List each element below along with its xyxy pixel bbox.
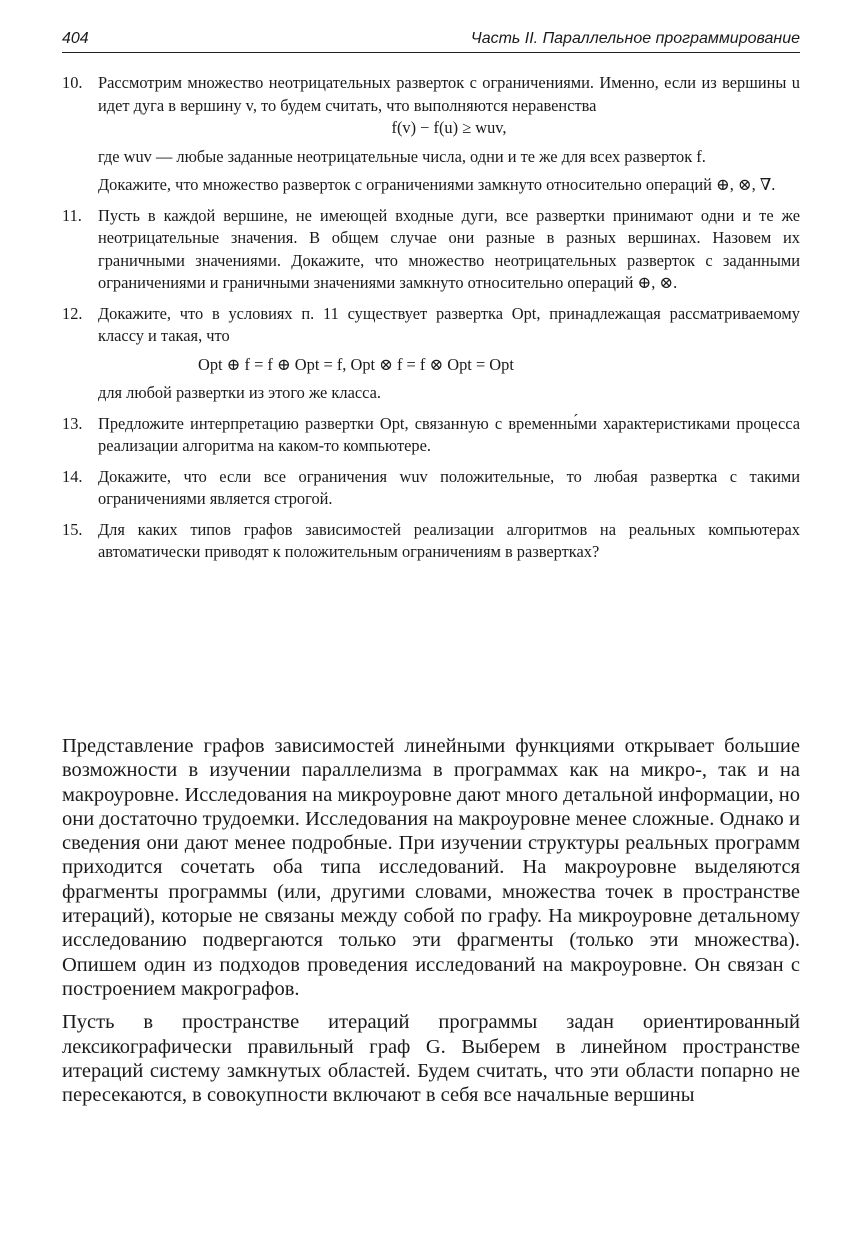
paragraph: Пусть в пространстве итераций программы задан ориентированный лексикографически правильный граф G. Выберем в линейном пространстве итераций систему замкнутых областей. Будем считать, что эти области попарно не пересекаются, в совокупности включают в себя все начальные вершины bbox=[62, 1011, 800, 1107]
exercise-12 bbox=[62, 303, 800, 405]
exercise-text: Для каких типов графов зависимостей реализации алгоритмов на реальных компьютерах автоматически приводят к положительным ограничениям в развертках? bbox=[98, 519, 800, 561]
formula: f(v) − f(u) ≥ wuv, bbox=[391, 118, 507, 137]
exercise-number: 12. bbox=[62, 303, 83, 323]
exercise-text: Докажите, что множество разверток с ограничениями замкнуто относительно операций ⊕, ⊗, ∇. bbox=[98, 175, 776, 194]
exercise-13 bbox=[62, 413, 800, 458]
exercise-number: 13. bbox=[62, 413, 83, 433]
part-title: Часть II. Параллельное программирование bbox=[470, 30, 800, 47]
exercise-text: Рассмотрим множество неотрицательных разверток с ограничениями. Именно, если из вершины u идет дуга в вершину v, то будем считать, что выполняются неравенства bbox=[98, 73, 800, 115]
exercise-text: Предложите интерпретацию развертки Opt, связанную с временны́ми характеристиками процесса реализации алгоритма на каком-то компьютере. bbox=[98, 413, 800, 455]
exercise-text: для любой развертки из этого же класса. bbox=[98, 383, 381, 402]
exercise-list bbox=[62, 72, 800, 572]
exercise-text: Докажите, что если все ограничения wuv положительные, то любая развертка с такими ограничениями является строгой. bbox=[98, 466, 800, 508]
exercise-text: Докажите, что в условиях п. 11 существует развертка Opt, принадлежащая рассматриваемому классу и такая, что bbox=[98, 303, 800, 345]
exercise-number: 15. bbox=[62, 519, 83, 539]
paragraph: Представление графов зависимостей линейными функциями открывает большие возможности в изучении параллелизма в программах как на микро-, так и на макроуровне. Исследования на микроуровне дают много детальной информации, но они достаточно трудоемки. Исследования на макроуровне менее сложные. Однако и сведения они дают менее подробные. При изучении структуры реальных программ приходится сочетать оба типа исследований. На макроуровне выделяются фрагменты программы (или, другими словами, множества точек в пространстве итераций), которые не связаны между собой по графу. На микроуровне детальному исследованию подвергаются только эти фрагменты (только эти множества). Опишем один из подходов проведения исследований на макроуровне. Он связан с построением макрографов. bbox=[62, 735, 800, 1000]
running-header bbox=[62, 30, 800, 53]
exercise-11 bbox=[62, 205, 800, 295]
exercise-15 bbox=[62, 519, 800, 564]
exercise-number: 10. bbox=[62, 73, 83, 92]
exercise-14 bbox=[62, 466, 800, 511]
exercise-text: где wuv — любые заданные неотрицательные числа, одни и те же для всех разверток f. bbox=[98, 146, 706, 166]
page-number: 404 bbox=[62, 30, 89, 47]
exercise-number: 14. bbox=[62, 466, 83, 486]
exercise-text: Пусть в каждой вершине, не имеющей входные дуги, все развертки принимают одни и те же неотрицательные значения. В общем случае они разные в разных вершинах. Назовем их граничными значениями. Докажите, что множество неотрицательных разверток с заданными ограничениями и граничными значениями замкнуто относительно операций ⊕, ⊗. bbox=[98, 205, 800, 292]
exercise-number: 11. bbox=[62, 205, 82, 225]
exercise-10 bbox=[62, 72, 800, 197]
formula: Opt ⊕ f = f ⊕ Opt = f, Opt ⊗ f = f ⊗ Opt = Opt bbox=[198, 354, 514, 374]
body-text bbox=[62, 734, 800, 1107]
